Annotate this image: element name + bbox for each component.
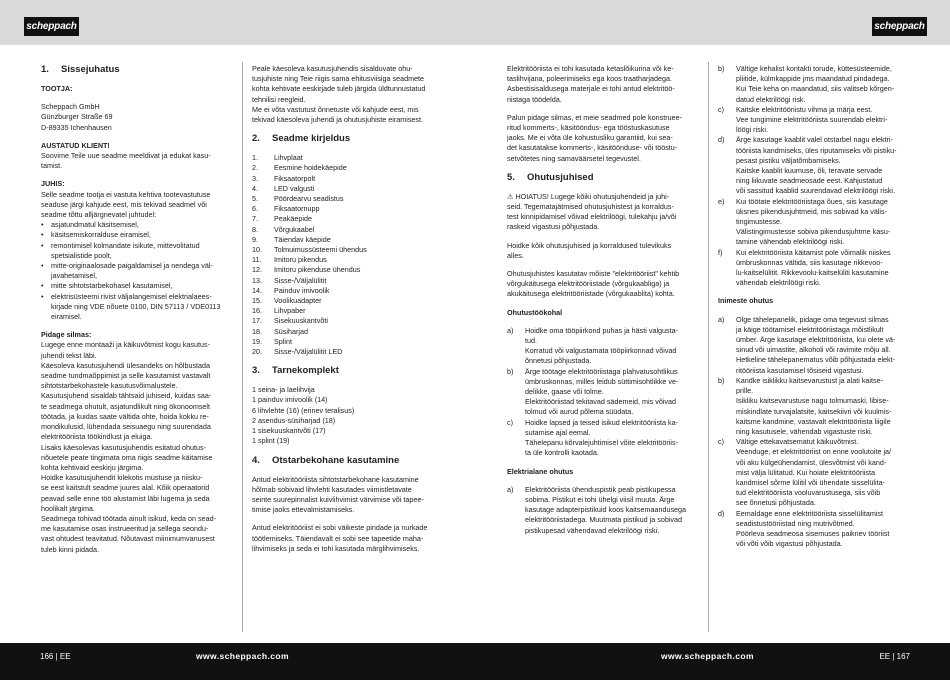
part-number: 16. (252, 306, 262, 316)
website-link-left[interactable]: www.scheppach.com (196, 651, 289, 661)
list-item-text: tud. (525, 336, 537, 346)
bullet-text: • mitte sihtotstarbekohasel kasutamisel, (51, 281, 173, 291)
part-number: 2. (252, 163, 258, 173)
column-safety-continued (718, 64, 910, 549)
part-number: 12. (252, 265, 262, 275)
text-line: tusjuhiste ning Teie riigis sama ehitusviisiga seadmete (252, 74, 425, 84)
text-line: ⚠ HOIATUS! Lugege kõiki ohutusjuhendeid ja juhi- (507, 191, 670, 201)
list-item-text: Tähelepanu kõrvalejuhtimisel võite elektritööriis- (525, 438, 679, 448)
text-line: tekivad käesoleva juhendi ja ohutusjuhiste eiramisest. (252, 115, 424, 125)
text-line: det kasutatakse kommerts-, käsitöönduse- või tööstu- (507, 143, 678, 153)
list-item-text: miskindlate turvajalatsite, kaitsekiivri või kuulmis- (736, 406, 892, 416)
text-line: Hoidke kõik ohutusjuhised ja korraldused tulevikuks (507, 240, 672, 250)
bullet-item (41, 281, 233, 291)
attention-text (41, 340, 233, 554)
address-line: Günzburger Straße 69 (41, 112, 113, 122)
list-item-text: kaitsme kandmine, vastavalt elektritööriista liigile (736, 416, 891, 426)
electrical-safety-list (507, 485, 699, 536)
column-divider (708, 62, 709, 632)
address-line: D-89335 Ichenhausen (41, 122, 112, 132)
delivery-item: 1 seina- ja laelihvija (252, 385, 315, 395)
text-line: akukäitusega elektritööriistade (võrgukaablita) kohta. (507, 289, 675, 299)
part-item (252, 347, 444, 357)
part-number: 4. (252, 183, 258, 193)
list-item-text: sutamise ajal eemal. (525, 427, 591, 437)
part-label: Eesmine hoidekäepide (274, 163, 347, 173)
bullet-text: javahetamisel, (51, 271, 97, 281)
list-item-text: Olge tähelepanelik, pidage oma tegevust silmas (736, 314, 889, 324)
part-label: Imitoru pikenduse ühendus (274, 265, 361, 275)
list-item-text: mist välja lülitatud. Kui hoiate elektritööriista (736, 467, 876, 477)
list-item-text: lu-kaitselülitit. Rikkevoolu-kaitselüliti kasutamine (736, 268, 889, 278)
part-label: Splint (274, 336, 292, 346)
part-number: 15. (252, 296, 262, 306)
list-item-marker: a) (507, 484, 514, 494)
list-item (718, 509, 910, 550)
text-line: Palun pidage silmas, et meie seadmed pole konstruee- (507, 112, 682, 122)
warning-text (507, 192, 699, 233)
section-number: 1. (41, 64, 49, 75)
list-item-text: sobima. Pistikut ei tohi ühelgi viisil muuta. Ärge (525, 494, 675, 504)
dear-customer-text (41, 151, 233, 171)
part-item (252, 265, 444, 275)
delivery-item: 6 lihvlehte (16) (erinev teralisus) (252, 405, 355, 415)
brand-logo-left: scheppach (24, 17, 79, 36)
part-label: Peakäepide (274, 214, 312, 224)
part-item (252, 337, 444, 347)
part-number: 14. (252, 285, 262, 295)
part-item (252, 235, 444, 245)
list-item-marker: b) (718, 375, 725, 385)
bullet-text: • asjatundmatul käsitsemisel, (51, 220, 139, 230)
delivery-list (252, 385, 444, 446)
list-item-text: Elektritööriistad tekitavad sädemeid, mis võivad (525, 397, 677, 407)
manufacturer-address (41, 102, 233, 133)
note-text (41, 190, 233, 221)
part-number: 13. (252, 275, 262, 285)
column-divider (242, 62, 243, 632)
delivery-item: 2 asendus-süsiharjad (18) (252, 415, 336, 425)
list-item-text: Eemaldage enne elektritööriista sisselülitamist (736, 508, 884, 518)
text-line: me kasutamise osas instrueeritud ja sellega seondu- (41, 524, 209, 534)
list-item-text: pliitide, külmkappide jms maandatud pindadega. (736, 74, 890, 84)
text-line: Antud elektritööriist ei sobi väikeste pindade ja nurkade (252, 523, 428, 533)
list-item-text: Vee tungimine elektritööriista suurendab elektri- (736, 115, 888, 125)
list-item-text: Isikliku kaitsevarustuse nagu tolmumaski, libise- (736, 396, 889, 406)
list-item-text: kandmisel sõrme lülitil või ühendate sisselülita- (736, 477, 886, 487)
part-item (252, 296, 444, 306)
list-item-text: Kui elektritööriista käitamist pole võimalik niiskes (736, 247, 891, 257)
list-item-text: ta üle kontrolli kaotada. (525, 448, 599, 458)
text-line: lihvimiseks ja seda ei tohi kasutada märglihvimiseks. (252, 543, 420, 553)
list-item-marker: e) (718, 196, 725, 206)
text-line: seadme tõttu alljärgnevatel juhtudel: (41, 210, 157, 220)
text-line: juhendi tekst läbi. (41, 350, 97, 360)
list-item (718, 315, 910, 376)
workplace-safety-label: Ohutustöökohal (507, 307, 563, 317)
text-line: raskeid vigastusi põhjustada. (507, 222, 600, 232)
list-item-text: õnnetusi põhjustada. (525, 356, 592, 366)
delivery-item: 1 splint (19) (252, 436, 290, 446)
electrical-safety-label: Elektrialane ohutus (507, 466, 574, 476)
part-number: 10. (252, 245, 262, 255)
part-label: Fiksaatornupp (274, 204, 320, 214)
list-item (718, 248, 910, 289)
bullet-text: • käsitsemiskorralduse eiramisel, (51, 230, 151, 240)
part-number: 8. (252, 224, 258, 234)
section-number: 5. (507, 171, 515, 183)
electrical-safety-list (718, 64, 910, 288)
list-item-text: tud elektritööriista vooluvarustusega, siis võib (736, 488, 881, 498)
list-item (507, 485, 699, 536)
part-item (252, 245, 444, 255)
list-item-text: Välistingimustesse sobiva pikendusjuhtme kasu- (736, 227, 891, 237)
text-line: timise jaoks ettevalmistamiseks. (252, 505, 355, 515)
bullet-text: • elektrisüsteemi rivist väljalangemisel elektrialaees- (51, 291, 212, 301)
column-safety (507, 64, 699, 536)
note-label: JUHIS: (41, 179, 65, 189)
part-label: Lihvplaat (274, 153, 303, 163)
text-line: mondikulusid, lühendada seisuaegu ning suurendada (41, 422, 211, 432)
part-label: Sisse-/Väljalülitit LED (274, 347, 343, 357)
address-line: Scheppach GmbH (41, 102, 100, 112)
usage-restrictions-text (252, 523, 444, 554)
list-item-marker: d) (718, 508, 725, 518)
part-item (252, 286, 444, 296)
list-item (718, 197, 910, 248)
text-line: tuleb kinni pidada. (41, 544, 99, 554)
text-line: tehnilisi reegleid. (252, 94, 306, 104)
part-item (252, 163, 444, 173)
text-line: alles. (507, 250, 524, 260)
bullet-text: • remontimisel kolmandate isikute, mittevolitatud (51, 240, 200, 250)
part-item (252, 194, 444, 204)
list-item-text: Korratud või valgustamata tööpiirkonnad võivad (525, 346, 677, 356)
section-number: 4. (252, 454, 260, 466)
list-item (718, 376, 910, 437)
keep-instructions-text (507, 241, 699, 261)
list-item (718, 105, 910, 136)
bullet-item (41, 220, 233, 230)
list-item-marker: a) (507, 325, 514, 335)
text-line: tamist. (41, 161, 63, 171)
text-line: Lugege enne montaaži ja käikuvõtmist kogu kasutus- (41, 340, 211, 350)
list-item-text: seadistustööriistad ning mutrivõtmed. (736, 518, 855, 528)
part-number: 11. (252, 255, 262, 265)
part-number: 3. (252, 173, 258, 183)
list-item-text: Elektritööriista ühenduspistik peab pistikupessa (525, 484, 676, 494)
part-item (252, 306, 444, 316)
text-line: Kasutusjuhend sisaldab tähtsaid juhiseid, kuidas saa- (41, 391, 212, 401)
section-title: Otstarbekohane kasutamine (272, 454, 400, 466)
attention-label: Pidage silmas: (41, 330, 92, 340)
list-item-text: Kaitske kaablit kuumuse, õli, teravate servade (736, 166, 883, 176)
text-line: Me ei võta vastutust õnnetuste või kahjude eest, mis (252, 104, 419, 114)
section-heading-2 (252, 133, 444, 145)
text-line: kohta kehtivate eeskirjade tuleb järgida üldtunnustatud (252, 84, 426, 94)
intro-text (507, 64, 699, 105)
part-label: Imitoru pikendus (274, 255, 327, 265)
list-item-text: Ärge töötage elektritööriistaga plahvatusohtlikus (525, 366, 678, 376)
text-line: hoolikalt järgima. (41, 503, 95, 513)
list-item-text: sinud või uimastite, alkoholi või ravimite mõju all. (736, 345, 891, 355)
list-item-text: Vältige ettekavatsematut käikuvõtmist. (736, 437, 859, 447)
list-item-text: ning liikuvate seadmeosade eest. Kahjustatud (736, 176, 883, 186)
website-link-right[interactable]: www.scheppach.com (661, 651, 754, 661)
text-line: ritud kommerts-, käsitööndus- ega tööstuskasutuse (507, 123, 670, 133)
part-item (252, 255, 444, 265)
section-heading-3 (252, 365, 444, 377)
text-line: jaoks. Me ei võta üle kohustusliku garantiid, kui sea- (507, 133, 673, 143)
part-item (252, 214, 444, 224)
part-number: 6. (252, 204, 258, 214)
part-label: Sisekuuskantvõti (274, 316, 328, 326)
text-line: seaduse järgi kahjude eest, mis tekivad seadmel või (41, 199, 207, 209)
text-line: Selle seadme tootja ei vastuta kehtiva tootevastutuse (41, 189, 211, 199)
list-item-text: või aku külgeühendamist, ülesvõtmist või kand- (736, 457, 887, 467)
text-line: riistaga töödelda. (507, 94, 562, 104)
list-item-marker: c) (507, 417, 513, 427)
part-number: 20. (252, 347, 262, 357)
list-item (507, 326, 699, 367)
part-item (252, 184, 444, 194)
bullet-text: eiramisel. (51, 312, 82, 322)
text-line: nõuetele peate tingimata oma riigis seadme käitamise (41, 452, 213, 462)
list-item (718, 64, 910, 105)
list-item-text: Kandke isiklikku kaitsevarustust ja alati kaitse- (736, 375, 884, 385)
list-item-text: Hoidke lapsed ja teised isikud elektritööriista ka- (525, 417, 679, 427)
workplace-safety-list (507, 326, 699, 459)
list-item-text: elektritööriistadega. Muutmata pistikud ja sobivad (525, 515, 683, 525)
section-number: 2. (252, 133, 260, 145)
text-line: taslihvijana, poleerimiseks ega koos traatharjadega. (507, 74, 673, 84)
part-item (252, 316, 444, 326)
list-item-text: üksnes pikendusjuhtmeid, mis sobivad ka välis- (736, 206, 888, 216)
part-number: 7. (252, 214, 258, 224)
bullet-text: spetsialistide poolt, (51, 250, 112, 260)
section-title: Sissejuhatus (61, 64, 120, 75)
text-line: te seadmega ohutult, asjatundlikult ning ökonoomselt (41, 401, 211, 411)
part-number: 5. (252, 194, 258, 204)
text-line: Käesoleva kasutusjuhendi ülesandeks on hõlbustada (41, 360, 211, 370)
part-number: 9. (252, 234, 258, 244)
section-title: Seadme kirjeldus (272, 133, 351, 145)
text-line: Antud elektritööriista sihtotstarbekohane kasutamine (252, 474, 419, 484)
list-item-text: tolmud või aurud põlema süüdata. (525, 407, 634, 417)
part-item (252, 225, 444, 235)
text-line: Soovime Teile uue seadme meeldivat ja edukat kasu- (41, 151, 211, 161)
part-item (252, 153, 444, 163)
text-line: vast ohtudest teavitatud. Nõutavast miinimumvanusest (41, 534, 215, 544)
part-label: Voolikuadapter (274, 296, 322, 306)
list-item-text: Kaitske elektritööriistu vihma ja märja eest. (736, 104, 873, 114)
text-line: Seadmega tohivad töötada ainult isikud, keda on sead- (41, 513, 217, 523)
liability-list (41, 220, 233, 322)
list-item-text: prille. (736, 386, 754, 396)
list-item-marker: d) (718, 135, 725, 145)
part-label: Lihvpaber (274, 306, 306, 316)
text-line: töötlemiseks. Täiendavalt ei sobi see tapeetide maha- (252, 533, 424, 543)
list-item-marker: a) (718, 314, 725, 324)
bullet-item (41, 241, 233, 261)
part-item (252, 204, 444, 214)
text-line: Asbestisisaldusega materjale ei tohi antud elektritöö- (507, 84, 675, 94)
part-item (252, 327, 444, 337)
list-item-text: tamine vähendab elektrilöögi riski. (736, 237, 845, 247)
text-line: Hoidke kasutusjuhendit kilekotis mustuse ja niisku- (41, 473, 203, 483)
section-number: 3. (252, 365, 260, 377)
column-description (252, 64, 444, 554)
list-item-marker: f) (718, 247, 723, 257)
list-item-marker: b) (507, 366, 514, 376)
part-item (252, 276, 444, 286)
list-item (718, 437, 910, 508)
section-heading-4 (252, 455, 444, 467)
dear-customer-label: AUSTATUD KLIENT! (41, 140, 110, 150)
text-line: seid. Tegematajätmised ohutusjuhistest ja korraldus- (507, 202, 674, 212)
bullet-item (41, 261, 233, 281)
text-line: Elektritööriista ei tohi kasutada ketaslõikurina või ke- (507, 64, 674, 73)
manufacturer-label: TOOTJA: (41, 84, 73, 93)
warranty-text (507, 113, 699, 164)
part-label: Sisse-/Väljalülitit (274, 275, 327, 285)
page-number-left: 166 | EE (40, 652, 71, 661)
bullet-text: • mitte-originaalosade paigaldamisel ja nendega väl- (51, 261, 213, 271)
part-number: 17. (252, 316, 262, 326)
list-item-text: või sassitud kaablid suurendavad elektrilöögi riski. (736, 186, 896, 196)
text-line: kohta kehtivaid eeskirju järgima. (41, 462, 144, 472)
list-item-text: Veenduge, et elektritööriist on enne voolutoite ja/ (736, 447, 892, 457)
list-item-text: vähendab elektrilöögi riski. (736, 278, 821, 288)
section-heading-1 (41, 64, 233, 76)
text-line: Ohutusjuhistes kasutatav mõiste "elektritööriist" kehtib (507, 269, 680, 279)
part-label: Pöördearvu seadistus (274, 194, 344, 204)
list-item-text: Hetkeline tähelepanematus võib põhjustada elekt- (736, 355, 896, 365)
part-number: 19. (252, 336, 262, 346)
list-item-text: ümbruskonnas, milles leidub süttimisohtlikke ve- (525, 376, 679, 386)
delivery-item: 1 sisekuuskantvõti (17) (252, 426, 326, 436)
part-label: Painduv imivoolik (274, 285, 330, 295)
intro-text (252, 64, 444, 125)
text-line: seadme tundmaõppimist ja selle kasutamist vastavalt (41, 371, 211, 381)
list-item (507, 418, 699, 459)
section-heading-5 (507, 172, 699, 184)
list-item-text: Ärge kasutage kaablit valel otstarbel nagu elektri- (736, 135, 894, 145)
personal-safety-label: Inimeste ohutus (718, 296, 774, 306)
section-title: Tarnekomplekt (272, 365, 339, 377)
list-item-text: Hoidke oma tööpiirkond puhas ja hästi valgusta- (525, 325, 679, 335)
list-item-marker: c) (718, 437, 724, 447)
part-number: 18. (252, 326, 262, 336)
list-item-text: Kui töötate elektritööriistaga õues, siis kasutage (736, 196, 888, 206)
page-number-right: EE | 167 (879, 652, 910, 661)
list-item-text: Kui Teie keha on maandatud, siis valitseb kõrgen- (736, 84, 895, 94)
list-item-text: Pöörleva seadmeosa sisemuses paiknev tööriist (736, 528, 890, 538)
term-definition-text (507, 269, 699, 300)
bullet-item (41, 230, 233, 240)
list-item-text: tööriista kandmiseks, üles riputamiseks või pistiku- (736, 145, 897, 155)
list-item-text: delikke, gaase või tolme. (525, 387, 604, 397)
list-item (718, 135, 910, 196)
text-line: Lisaks käesolevas kasutusjuhendis esitatud ohutus- (41, 442, 207, 452)
list-item-text: tingimustesse. (736, 217, 782, 227)
bullet-item (41, 292, 233, 323)
usage-text (252, 475, 444, 516)
column-introduction (41, 64, 233, 555)
brand-logo-right: scheppach (872, 17, 927, 36)
part-label: LED valgusti (274, 183, 315, 193)
text-line: võrgukäitusega elektritööriistade (võrgukaabliga) ja (507, 279, 670, 289)
footer-bar (0, 643, 950, 680)
bullet-text: kirjade ning VDE nõuete 0100, DIN 57113 / VDE0113 (51, 301, 221, 311)
section-title: Ohutusjuhised (527, 171, 594, 183)
text-line: Peale käesoleva kasutusjuhendis sisalduvate ohu- (252, 64, 413, 73)
list-item-text: Vältige kehalist kontakti torude, küttesüsteemide, (736, 64, 892, 73)
part-label: Süsiharjad (274, 326, 308, 336)
text-line: elektritööriista töökindlust ja eluiga. (41, 432, 153, 442)
text-line: se eest kaitstult seadme juures alal. Kõik operaatorid (41, 483, 210, 493)
list-item-text: löögi riski. (736, 125, 768, 135)
list-item-text: ümber. Ärge kasutage elektritööriista, kui olete vä- (736, 335, 896, 345)
parts-list (252, 153, 444, 357)
list-item-text: või võti võib vigastusi põhjustada. (736, 539, 843, 549)
part-label: Tolmuimussüsteemi ühendus (274, 245, 367, 255)
personal-safety-list (718, 315, 910, 550)
list-item-text: ritööriista kasutamisel tõsiseid vigastusi. (736, 365, 864, 375)
part-label: Võrgukaabel (274, 224, 315, 234)
list-item-text: ümbruskonnas vältida, siis kasutage rikkevoo- (736, 257, 883, 267)
text-line: sihtotstarbekohastele kasutusvõimalustele. (41, 381, 178, 391)
text-line: seinte suurepinnalist kuivlihvimist värvimise või tapee- (252, 494, 424, 504)
list-item (507, 367, 699, 418)
text-line: test kinnipidamisel võivad elektrilöögi, tulekahju ja/või (507, 212, 677, 222)
list-item-text: datud elektrilöögi risk. (736, 94, 806, 104)
part-label: Täiendav käepide (274, 234, 331, 244)
text-line: hõlmab sobivaid lihvlehti kasutades viimistletavate (252, 484, 412, 494)
list-item-marker: c) (718, 104, 724, 114)
list-item-text: pistikupesad vähendavad elektrilöögi riski. (525, 525, 660, 535)
text-line: setvõtetes ning samaväärsetel tegevustel. (507, 153, 641, 163)
text-line: peavad selle enne töö alustamist läbi lugema ja seda (41, 493, 210, 503)
list-item-text: pesast pistiku väljatõmbamiseks. (736, 155, 841, 165)
part-number: 1. (252, 153, 258, 163)
list-item-text: ning kasutusele, vähendab vigastuste riski. (736, 426, 873, 436)
part-label: Fiksaatorpolt (274, 173, 316, 183)
text-line: töötada, ja kuidas saate vältida ohte, hoida kokku re- (41, 411, 209, 421)
delivery-item: 1 painduv imivoolik (14) (252, 395, 328, 405)
list-item-marker: b) (718, 64, 725, 73)
part-item (252, 174, 444, 184)
list-item-text: kasutage adapterpistikuid koos kaitsemaandusega (525, 505, 687, 515)
list-item-text: ja käige töötamisel elektritööriistaga mõistlikult (736, 324, 884, 334)
header-bar (0, 0, 950, 45)
list-item-text: see õnnetusi põhjustada. (736, 498, 816, 508)
